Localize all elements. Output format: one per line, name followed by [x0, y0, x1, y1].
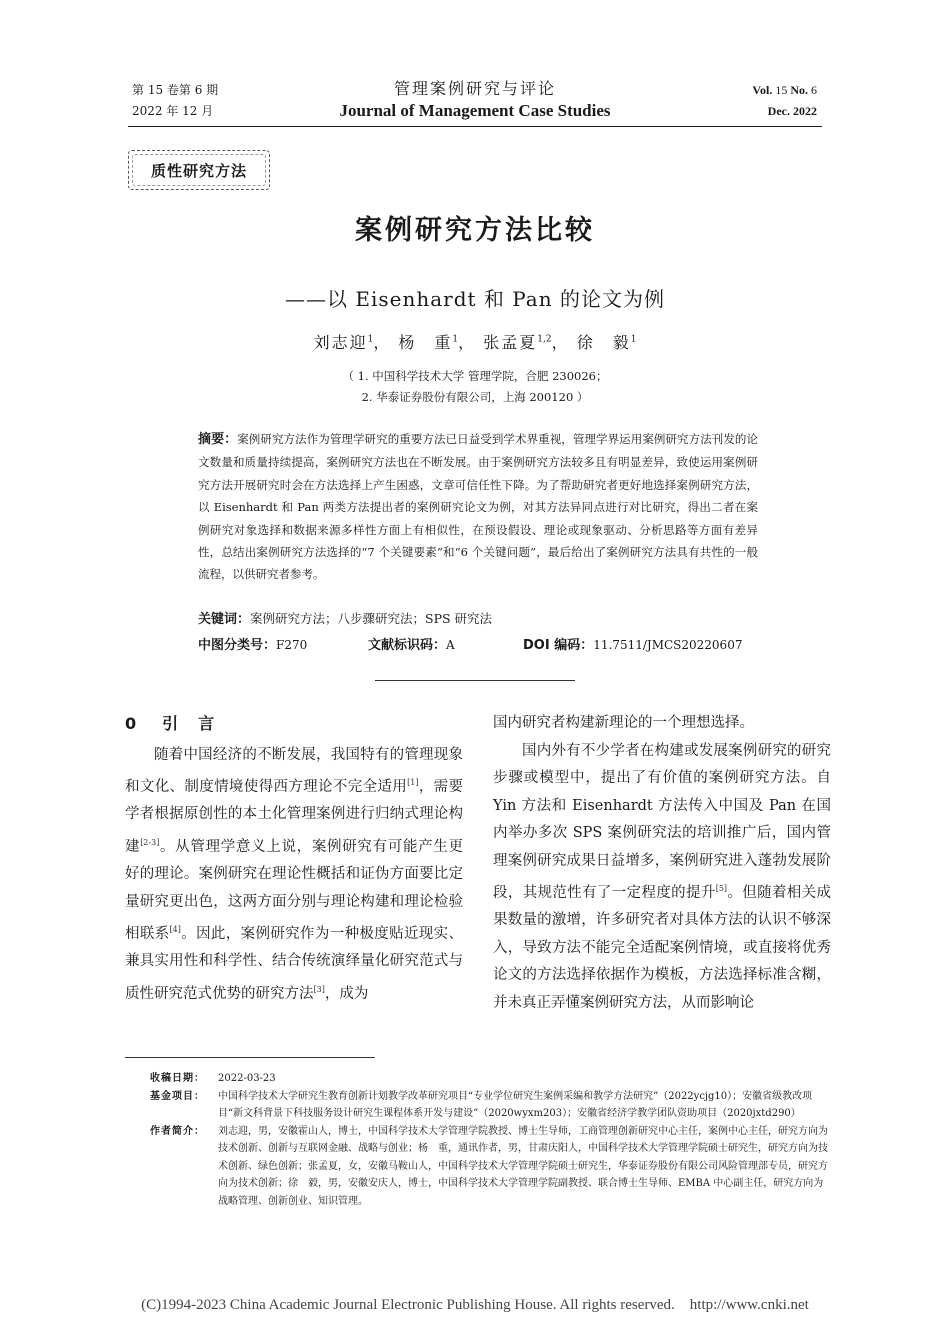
author-name: 杨 重 [398, 333, 453, 352]
header-date-cn: 2022 年 12 月 [132, 104, 214, 118]
author-affil-sup: 1 [367, 334, 374, 345]
section-number: 0 [125, 714, 139, 733]
header-vol-no [752, 80, 817, 101]
body-text: 随着中国经济的不断发展，我国特有的管理现象和文化、制度情境使得西方理论不完全适用 [125, 746, 463, 795]
body-text: 。但随着相关成果数量的激增，许多研究者对具体方法的认识不够深入，导致方法不能完全适配案例情境，或直接将优秀论文的方法选择依据作为模板，方法选择标准含糊，并未真正弄懂案例研究方法，从而影响论 [493, 884, 831, 1011]
citation: [4] [169, 925, 181, 935]
body-text: 。因此，案例研究作为一种极度贴近现实、兼具实用性和科学性、结合传统演绎量化研究范式与质性研究范式优势的研究方法 [125, 925, 464, 1002]
doi-value: 11.7511/JMCS20220607 [593, 638, 743, 652]
footnote-value: 2022-03-23 [218, 1073, 276, 1084]
author-name: 徐 毅 [576, 333, 631, 352]
doi-code [523, 634, 742, 653]
footnote-label: 基金项目： [150, 1090, 205, 1102]
body-paragraph: 国内研究者构建新理论的一个理想选择。 [493, 715, 754, 731]
no-label: No. [790, 83, 808, 97]
citation: [2-3] [140, 837, 160, 847]
citation: [3] [313, 984, 325, 994]
author-list: 刘志迎$^1$， 杨 重$^1$， 张孟夏$^{1,2}$， 徐 毅$^1$ [313, 333, 637, 352]
footnote-bio [150, 1123, 830, 1211]
affiliations [0, 366, 950, 408]
keywords [198, 608, 758, 627]
header-date-en: Dec. 2022 [767, 104, 817, 118]
abstract [198, 428, 758, 586]
page-title: 案例研究方法比较 [355, 215, 595, 246]
doi-label: DOI 编码： [523, 638, 594, 653]
author-name: 张孟夏 [483, 333, 538, 352]
abstract-label: 摘要： [198, 432, 238, 447]
author-affil-sup: 1,2 [537, 334, 552, 345]
classification-row [198, 634, 758, 653]
vol-num: 15 [775, 83, 788, 97]
author-name: 刘志迎 [313, 333, 368, 352]
footnote-label: 收稿日期： [150, 1073, 205, 1084]
page-subtitle: ——以 Eisenhardt 和 Pan 的论文为例 [285, 287, 665, 311]
section-tag [128, 150, 270, 190]
no-num: 6 [811, 83, 817, 97]
keywords-label: 关键词： [198, 612, 251, 627]
clc-code [198, 634, 368, 653]
keywords-text: 案例研究方法；八步骤研究法；SPS 研究法 [250, 611, 493, 626]
journal-title-cn: 管理案例研究与评论 [393, 79, 556, 98]
doc-code [368, 634, 523, 653]
body-text: ，成为 [324, 985, 369, 1002]
body-text: 国内外有不少学者在构建或发展案例研究的研究步骤或模型中，提出了有价值的案例研究方法。自 Yin 方法和 Eisenhardt 方法传入中国及 Pan 在国内举办多次 SPS 案例研究法的培训推广后，国内管理案例研究成果日益增多，案例研究进入蓬勃发展阶段，其规范性有了一定程度的提升 [493, 742, 831, 901]
vol-label: Vol. [752, 83, 773, 97]
abstract-divider [375, 680, 575, 681]
body-text: 。从管理学意义上说，案例研究有可能产生更好的理论。案例研究在理论性概括和证伪方面要比定量研究更出色，这两方面分别与理论构建和理论检验相联系 [125, 838, 464, 942]
body-left-column [125, 710, 463, 1008]
author-affil-sup: 1 [630, 334, 637, 345]
body-paragraph [125, 742, 463, 1009]
citation: [5] [715, 884, 728, 893]
doc-label: 文献标识码： [368, 638, 447, 653]
body-paragraph [493, 738, 831, 1018]
citation: [1] [407, 778, 419, 787]
footnote-divider [125, 1057, 375, 1058]
section-title: 引 言 [162, 714, 217, 733]
header-vol-en [752, 80, 817, 122]
abstract-text: 案例研究方法作为管理学研究的重要方法已日益受到学术界重视，管理学界运用案例研究方法刊发的论文数量和质量持续提高，案例研究方法也在不断发展。由于案例研究方法较多且有明显差异，致使运用案例研究方法开展研究时会在方法选择上产生困惑，文章可信任性下降。为了帮助研究者更好地选择案例研究方法，以 Eisenhardt 和 Pan 两类方法提出者的案例研究论文为例，对其方法异同点进行对比研究，得出二者在案例研究对象选择和数据来源多样性方面上有相似性，在预设假设、理论或现象驱动、分析思路等方面有差异性，总结出案例研究方法选择的“7 个关键要素”和“6 个关键问题”，最后给出了案例研究方法具有共性的一般流程，以供研究者参考。 [198, 432, 758, 582]
copyright-footer: (C)1994-2023 China Academic Journal Electronic Publishing House. All rights reserved. http://www.cnki.net [141, 1297, 809, 1313]
author-affil-sup: 1 [452, 334, 459, 345]
journal-header [200, 76, 750, 121]
journal-title-en: Journal of Management Case Studies [339, 101, 611, 120]
section-tag-label: 质性研究方法 [150, 161, 247, 180]
section-heading [125, 710, 463, 738]
affiliation-line: （ 1. 中国科学技术大学 管理学院，合肥 230026； [342, 369, 608, 383]
body-text: ，需要学者根据原创性的本土化管理案例进行归纳式理论构建 [125, 778, 464, 855]
doc-value: A [446, 638, 455, 652]
header-divider [128, 126, 822, 127]
body-right-column [493, 710, 831, 1017]
footnote-label: 作者简介： [150, 1125, 205, 1137]
footnote-fund [150, 1088, 830, 1123]
footnote-value: 中国科学技术大学研究生教育创新计划教学改革研究项目“专业学位研究生案例采编和教学方法研究”（2022ycjg10）；安徽省级教改项目“新文科背景下科技服务设计研究生课程体系开发与建设”（2020wyxm203）；安徽省经济学教学团队资助项目（2020jxtd290） [218, 1090, 813, 1119]
clc-label: 中图分类号： [198, 638, 277, 653]
affiliation-line: 2. 华泰证券股份有限公司，上海 200120 ） [361, 390, 589, 404]
header-vol-issue-cn: 第 15 卷第 6 期 [132, 83, 219, 97]
footnote-received [150, 1070, 830, 1088]
clc-value: F270 [276, 638, 308, 652]
footnotes [150, 1070, 830, 1210]
footnote-value: 刘志迎，男，安徽霍山人，博士，中国科学技术大学管理学院教授、博士生导师，工商管理创新研究中心主任，案例中心主任，研究方向为技术创新、创新与互联网金融、战略与创业；杨 重，通讯作者，男，甘肃庆阳人，中国科学技术大学管理学院硕士研究生，研究方向为技术创新、绿色创新；张孟夏，女，安徽马鞍山人，中国科学技术大学管理学院硕士研究生，华泰证券股份有限公司风险管理部专员，研究方向为技术创新；徐 毅，男，安徽安庆人，博士，中国科学技术大学管理学院副教授、联合博士生导师、EMBA 中心副主任，研究方向为战略管理、创新创业、知识管理。 [218, 1125, 828, 1207]
